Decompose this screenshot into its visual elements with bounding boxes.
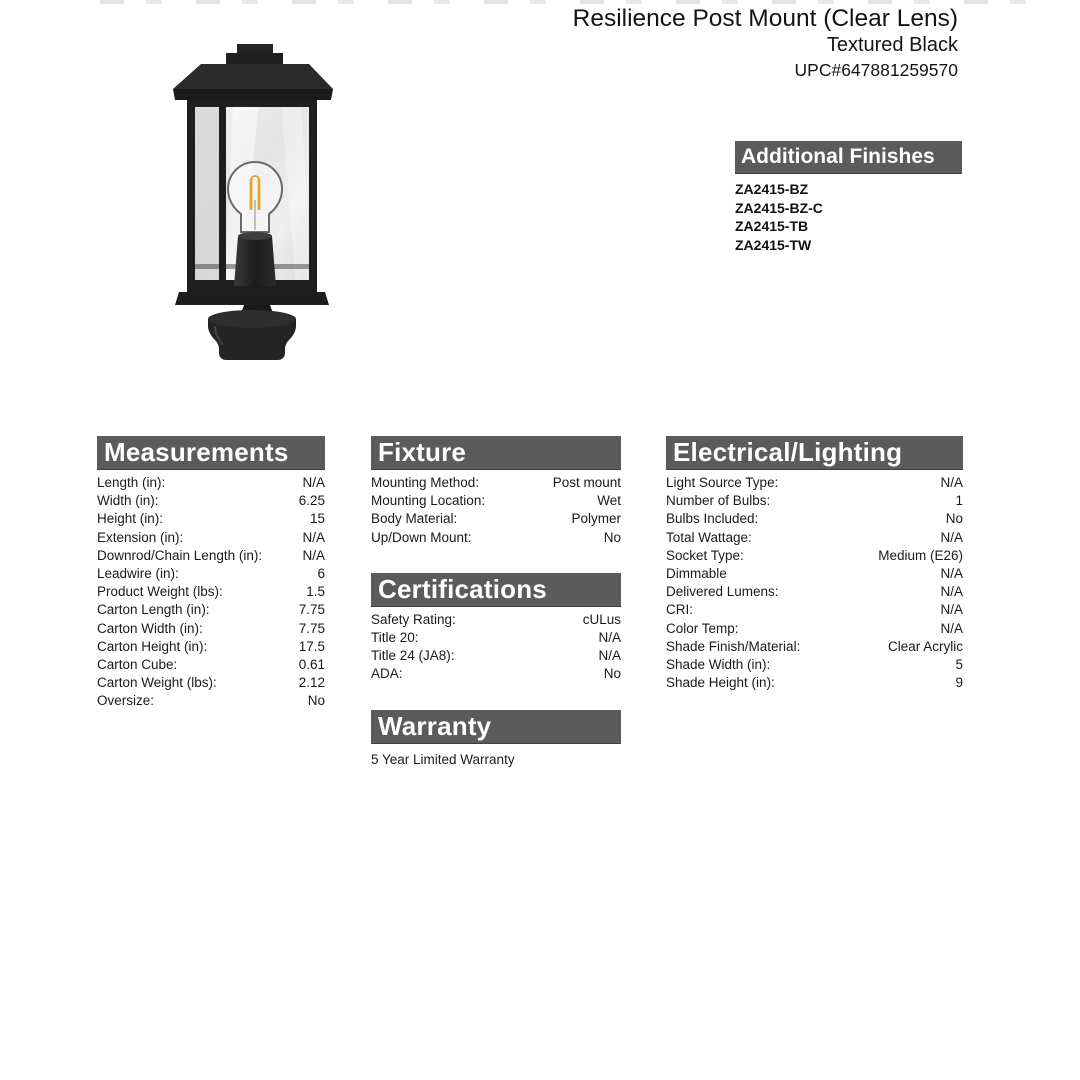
spec-row bbox=[97, 510, 325, 528]
spec-value: Polymer bbox=[571, 511, 621, 527]
spec-value: 6 bbox=[317, 566, 325, 582]
spec-row bbox=[666, 583, 963, 601]
warranty-section bbox=[371, 710, 621, 769]
spec-label: Title 24 (JA8): bbox=[371, 648, 455, 664]
spec-row bbox=[97, 638, 325, 656]
spec-row bbox=[666, 601, 963, 619]
lantern-finial bbox=[237, 44, 273, 53]
spec-label: Carton Cube: bbox=[97, 657, 178, 673]
upc-number: UPC#647881259570 bbox=[794, 60, 958, 80]
additional-finishes-header: Additional Finishes bbox=[735, 141, 962, 174]
spec-value: N/A bbox=[940, 475, 963, 490]
spec-value: N/A bbox=[940, 602, 963, 618]
electrical-lighting-rows bbox=[666, 474, 963, 692]
spec-label: Up/Down Mount: bbox=[371, 529, 472, 545]
spec-label: Shade Height (in): bbox=[666, 675, 775, 691]
spec-value: No bbox=[603, 666, 621, 682]
spec-label: Safety Rating: bbox=[371, 611, 456, 627]
spec-value: Clear Acrylic bbox=[887, 638, 963, 654]
spec-label: Downrod/Chain Length (in): bbox=[97, 547, 263, 563]
spec-value: N/A bbox=[302, 475, 325, 490]
spec-row bbox=[371, 665, 621, 683]
finish-list bbox=[735, 180, 962, 254]
certifications-header: Certifications bbox=[371, 573, 621, 607]
certifications-section bbox=[371, 573, 621, 684]
fixture-rows bbox=[371, 474, 621, 547]
spec-label: Extension (in): bbox=[97, 529, 184, 545]
title-block bbox=[573, 5, 958, 82]
spec-value: Post mount bbox=[552, 475, 621, 490]
spec-row bbox=[666, 620, 963, 638]
spec-value: cULus bbox=[582, 611, 621, 627]
spec-value: No bbox=[307, 693, 325, 709]
measurements-rows bbox=[97, 474, 325, 711]
spec-row bbox=[97, 620, 325, 638]
spec-value: 0.61 bbox=[298, 657, 325, 673]
warranty-text: 5 Year Limited Warranty bbox=[371, 751, 515, 767]
spec-row bbox=[97, 474, 325, 492]
cropped-text-fragment bbox=[100, 0, 1030, 4]
warranty-header: Warranty bbox=[371, 710, 621, 744]
spec-value: No bbox=[945, 511, 963, 527]
spec-row bbox=[97, 583, 325, 601]
spec-value: No bbox=[603, 529, 621, 545]
spec-row bbox=[666, 529, 963, 547]
spec-label: Socket Type: bbox=[666, 547, 744, 563]
spec-label: Leadwire (in): bbox=[97, 566, 179, 582]
spec-value: N/A bbox=[940, 584, 963, 600]
spec-row bbox=[97, 674, 325, 692]
spec-row bbox=[666, 674, 963, 692]
spec-row bbox=[371, 492, 621, 510]
spec-value: 9 bbox=[955, 675, 963, 691]
spec-row bbox=[97, 565, 325, 583]
finish-name: Textured Black bbox=[826, 34, 958, 56]
spec-value: 6.25 bbox=[298, 493, 325, 509]
spec-row bbox=[666, 474, 963, 492]
measurements-header: Measurements bbox=[97, 436, 325, 470]
spec-row bbox=[371, 629, 621, 647]
spec-label: CRI: bbox=[666, 602, 693, 618]
bulb-socket bbox=[234, 236, 276, 286]
spec-value: 15 bbox=[309, 511, 325, 527]
spec-value: N/A bbox=[598, 630, 621, 646]
spec-value: N/A bbox=[598, 648, 621, 664]
spec-row bbox=[371, 510, 621, 528]
spec-label: Shade Finish/Material: bbox=[666, 638, 801, 654]
lantern-frame bbox=[187, 100, 195, 292]
spec-label: Bulbs Included: bbox=[666, 511, 759, 527]
spec-row bbox=[371, 529, 621, 547]
fixture-section bbox=[371, 436, 621, 547]
spec-row bbox=[666, 510, 963, 528]
spec-label: Total Wattage: bbox=[666, 529, 752, 545]
spec-label: Length (in): bbox=[97, 475, 166, 490]
spec-value: 5 bbox=[955, 657, 963, 673]
spec-row bbox=[371, 647, 621, 665]
finish-sku: ZA2415-TW bbox=[735, 236, 812, 253]
spec-row bbox=[666, 656, 963, 674]
spec-label: Dimmable bbox=[666, 566, 727, 582]
spec-row bbox=[371, 611, 621, 629]
spec-row bbox=[97, 601, 325, 619]
spec-label: Mounting Location: bbox=[371, 493, 486, 509]
spec-value: 17.5 bbox=[298, 638, 325, 654]
spec-label: Color Temp: bbox=[666, 620, 739, 636]
spec-value: 7.75 bbox=[298, 602, 325, 618]
spec-label: ADA: bbox=[371, 666, 403, 682]
spec-row bbox=[371, 474, 621, 492]
page-title: Resilience Post Mount (Clear Lens) bbox=[572, 5, 958, 32]
spec-label: Carton Height (in): bbox=[97, 638, 208, 654]
spec-value: N/A bbox=[302, 547, 325, 563]
spec-label: Oversize: bbox=[97, 693, 155, 709]
spec-value: 7.75 bbox=[298, 620, 325, 636]
spec-value: N/A bbox=[940, 566, 963, 582]
spec-value: 1 bbox=[955, 493, 963, 509]
middle-column bbox=[371, 436, 621, 769]
electrical-lighting-header: Electrical/Lighting bbox=[666, 436, 963, 470]
spec-label: Light Source Type: bbox=[666, 475, 779, 490]
spec-row bbox=[97, 529, 325, 547]
spec-label: Body Material: bbox=[371, 511, 458, 527]
spec-row bbox=[666, 565, 963, 583]
spec-row bbox=[97, 492, 325, 510]
fixture-header: Fixture bbox=[371, 436, 621, 470]
spec-label: Height (in): bbox=[97, 511, 164, 527]
spec-value: Medium (E26) bbox=[878, 547, 963, 563]
finish-sku: ZA2415-TB bbox=[735, 218, 809, 234]
spec-label: Mounting Method: bbox=[371, 475, 480, 490]
spec-value: N/A bbox=[940, 529, 963, 545]
spec-value: N/A bbox=[940, 620, 963, 636]
spec-label: Delivered Lumens: bbox=[666, 584, 779, 600]
spec-label: Number of Bulbs: bbox=[666, 493, 771, 509]
spec-row bbox=[97, 692, 325, 710]
spec-row bbox=[666, 492, 963, 510]
spec-row bbox=[666, 547, 963, 565]
spec-label: Product Weight (lbs): bbox=[97, 584, 223, 600]
spec-label: Carton Weight (lbs): bbox=[97, 675, 217, 691]
product-image-post-mount-lantern bbox=[163, 42, 341, 364]
spec-label: Carton Length (in): bbox=[97, 602, 210, 618]
spec-row bbox=[666, 638, 963, 656]
electrical-lighting-section bbox=[666, 436, 963, 692]
spec-label: Carton Width (in): bbox=[97, 620, 203, 636]
lantern-roof bbox=[173, 64, 333, 89]
spec-value: N/A bbox=[302, 529, 325, 545]
finish-sku: ZA2415-BZ bbox=[735, 181, 809, 197]
measurements-section bbox=[97, 436, 325, 711]
spec-label: Width (in): bbox=[97, 493, 159, 509]
lantern-base bbox=[175, 292, 329, 305]
spec-row bbox=[97, 656, 325, 674]
finish-sku: ZA2415-BZ-C bbox=[735, 199, 823, 216]
spec-label: Shade Width (in): bbox=[666, 657, 771, 673]
spec-value: 2.12 bbox=[298, 675, 325, 691]
additional-finishes-section bbox=[735, 141, 962, 254]
spec-label: Title 20: bbox=[371, 630, 419, 646]
certifications-rows bbox=[371, 611, 621, 684]
spec-value: 1.5 bbox=[306, 584, 325, 600]
spec-value: Wet bbox=[597, 493, 621, 509]
spec-row bbox=[97, 547, 325, 565]
